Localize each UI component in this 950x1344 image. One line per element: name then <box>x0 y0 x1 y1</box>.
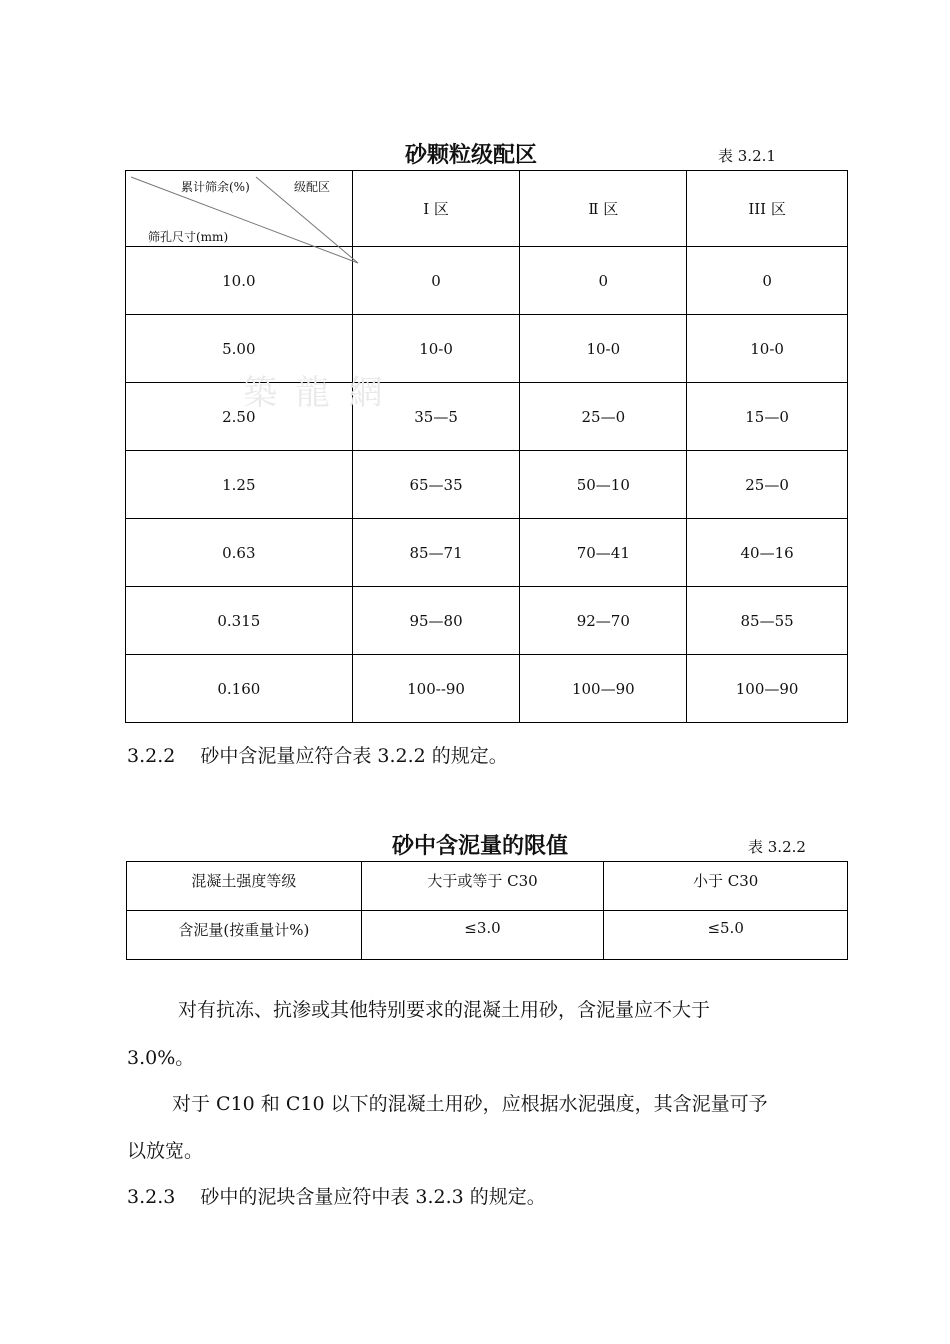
table-3-2-2-title: 砂中含泥量的限值 <box>392 834 569 859</box>
zone-1-cell: 0 <box>352 247 520 315</box>
clause-3-2-3: 3.2.3 砂中的泥块含量应符中表 3.2.3 的规定。 <box>127 1186 546 1208</box>
grading-zone-label: 级配区 <box>294 180 331 194</box>
zone-3-cell: 40—16 <box>687 519 848 587</box>
zone-2-cell: 100—90 <box>520 655 687 723</box>
lt-c30-header: 小于 C30 <box>604 862 848 911</box>
table-row <box>126 655 848 723</box>
zone-2-cell: 92—70 <box>520 587 687 655</box>
zone-3-header: III 区 <box>687 171 848 247</box>
zone-1-cell: 10-0 <box>352 315 520 383</box>
sieve-size-cell: 0.160 <box>126 655 353 723</box>
table-row <box>126 315 848 383</box>
zone-3-cell: 85—55 <box>687 587 848 655</box>
concrete-grade-header: 混凝土强度等级 <box>127 862 362 911</box>
paragraph-2-line-1: 对于 C10 和 C10 以下的混凝土用砂，应根据水泥强度，其含泥量可予 <box>172 1093 768 1115</box>
sieve-size-label: 筛孔尺寸(mm) <box>148 230 229 244</box>
table-header-row <box>127 862 848 911</box>
watermark: 築 龍 網 <box>243 373 387 413</box>
zone-1-cell: 95—80 <box>352 587 520 655</box>
zone-1-cell: 100--90 <box>352 655 520 723</box>
zone-3-cell: 25—0 <box>687 451 848 519</box>
mud-content-table <box>126 861 848 960</box>
zone-1-cell: 85—71 <box>352 519 520 587</box>
zone-3-cell: 15—0 <box>687 383 848 451</box>
table-row <box>126 451 848 519</box>
paragraph-1-line-1: 对有抗冻、抗渗或其他特别要求的混凝土用砂，含泥量应不大于 <box>178 999 711 1021</box>
table-row <box>127 911 848 960</box>
paragraph-2-line-2: 以放宽。 <box>127 1140 204 1162</box>
lt-c30-value: ≤5.0 <box>604 911 848 960</box>
zone-2-cell: 0 <box>520 247 687 315</box>
zone-2-header: Ⅱ 区 <box>520 171 687 247</box>
sieve-size-cell: 5.00 <box>126 315 353 383</box>
zone-2-cell: 50—10 <box>520 451 687 519</box>
table-header-row <box>126 171 848 247</box>
sand-grading-table <box>125 170 848 723</box>
gte-c30-value: ≤3.0 <box>361 911 604 960</box>
sieve-size-cell: 10.0 <box>126 247 353 315</box>
sieve-size-cell: 0.315 <box>126 587 353 655</box>
clause-3-2-2: 3.2.2 砂中含泥量应符合表 3.2.2 的规定。 <box>127 745 508 767</box>
zone-3-cell: 100—90 <box>687 655 848 723</box>
mud-content-label: 含泥量(按重量计%) <box>127 911 362 960</box>
cumulative-residue-label: 累计筛余(%) <box>181 180 250 194</box>
table-row <box>126 383 848 451</box>
table-row <box>126 587 848 655</box>
zone-1-header: Ⅰ 区 <box>352 171 520 247</box>
zone-2-cell: 70—41 <box>520 519 687 587</box>
zone-1-cell: 35—5 <box>352 383 520 451</box>
table-3-2-1-number: 表 3.2.1 <box>718 147 776 165</box>
zone-3-cell: 10-0 <box>687 315 848 383</box>
zone-2-cell: 10-0 <box>520 315 687 383</box>
sieve-size-cell: 2.50 <box>126 383 353 451</box>
table-3-2-2-number: 表 3.2.2 <box>748 838 806 856</box>
zone-2-cell: 25—0 <box>520 383 687 451</box>
zone-1-cell: 65—35 <box>352 451 520 519</box>
table-3-2-1-title: 砂颗粒级配区 <box>405 143 538 168</box>
diagonal-header-cell <box>126 171 353 247</box>
table-row <box>126 519 848 587</box>
paragraph-1-line-2: 3.0%。 <box>127 1047 195 1069</box>
gte-c30-header: 大于或等于 C30 <box>361 862 604 911</box>
sieve-size-cell: 1.25 <box>126 451 353 519</box>
zone-3-cell: 0 <box>687 247 848 315</box>
sieve-size-cell: 0.63 <box>126 519 353 587</box>
